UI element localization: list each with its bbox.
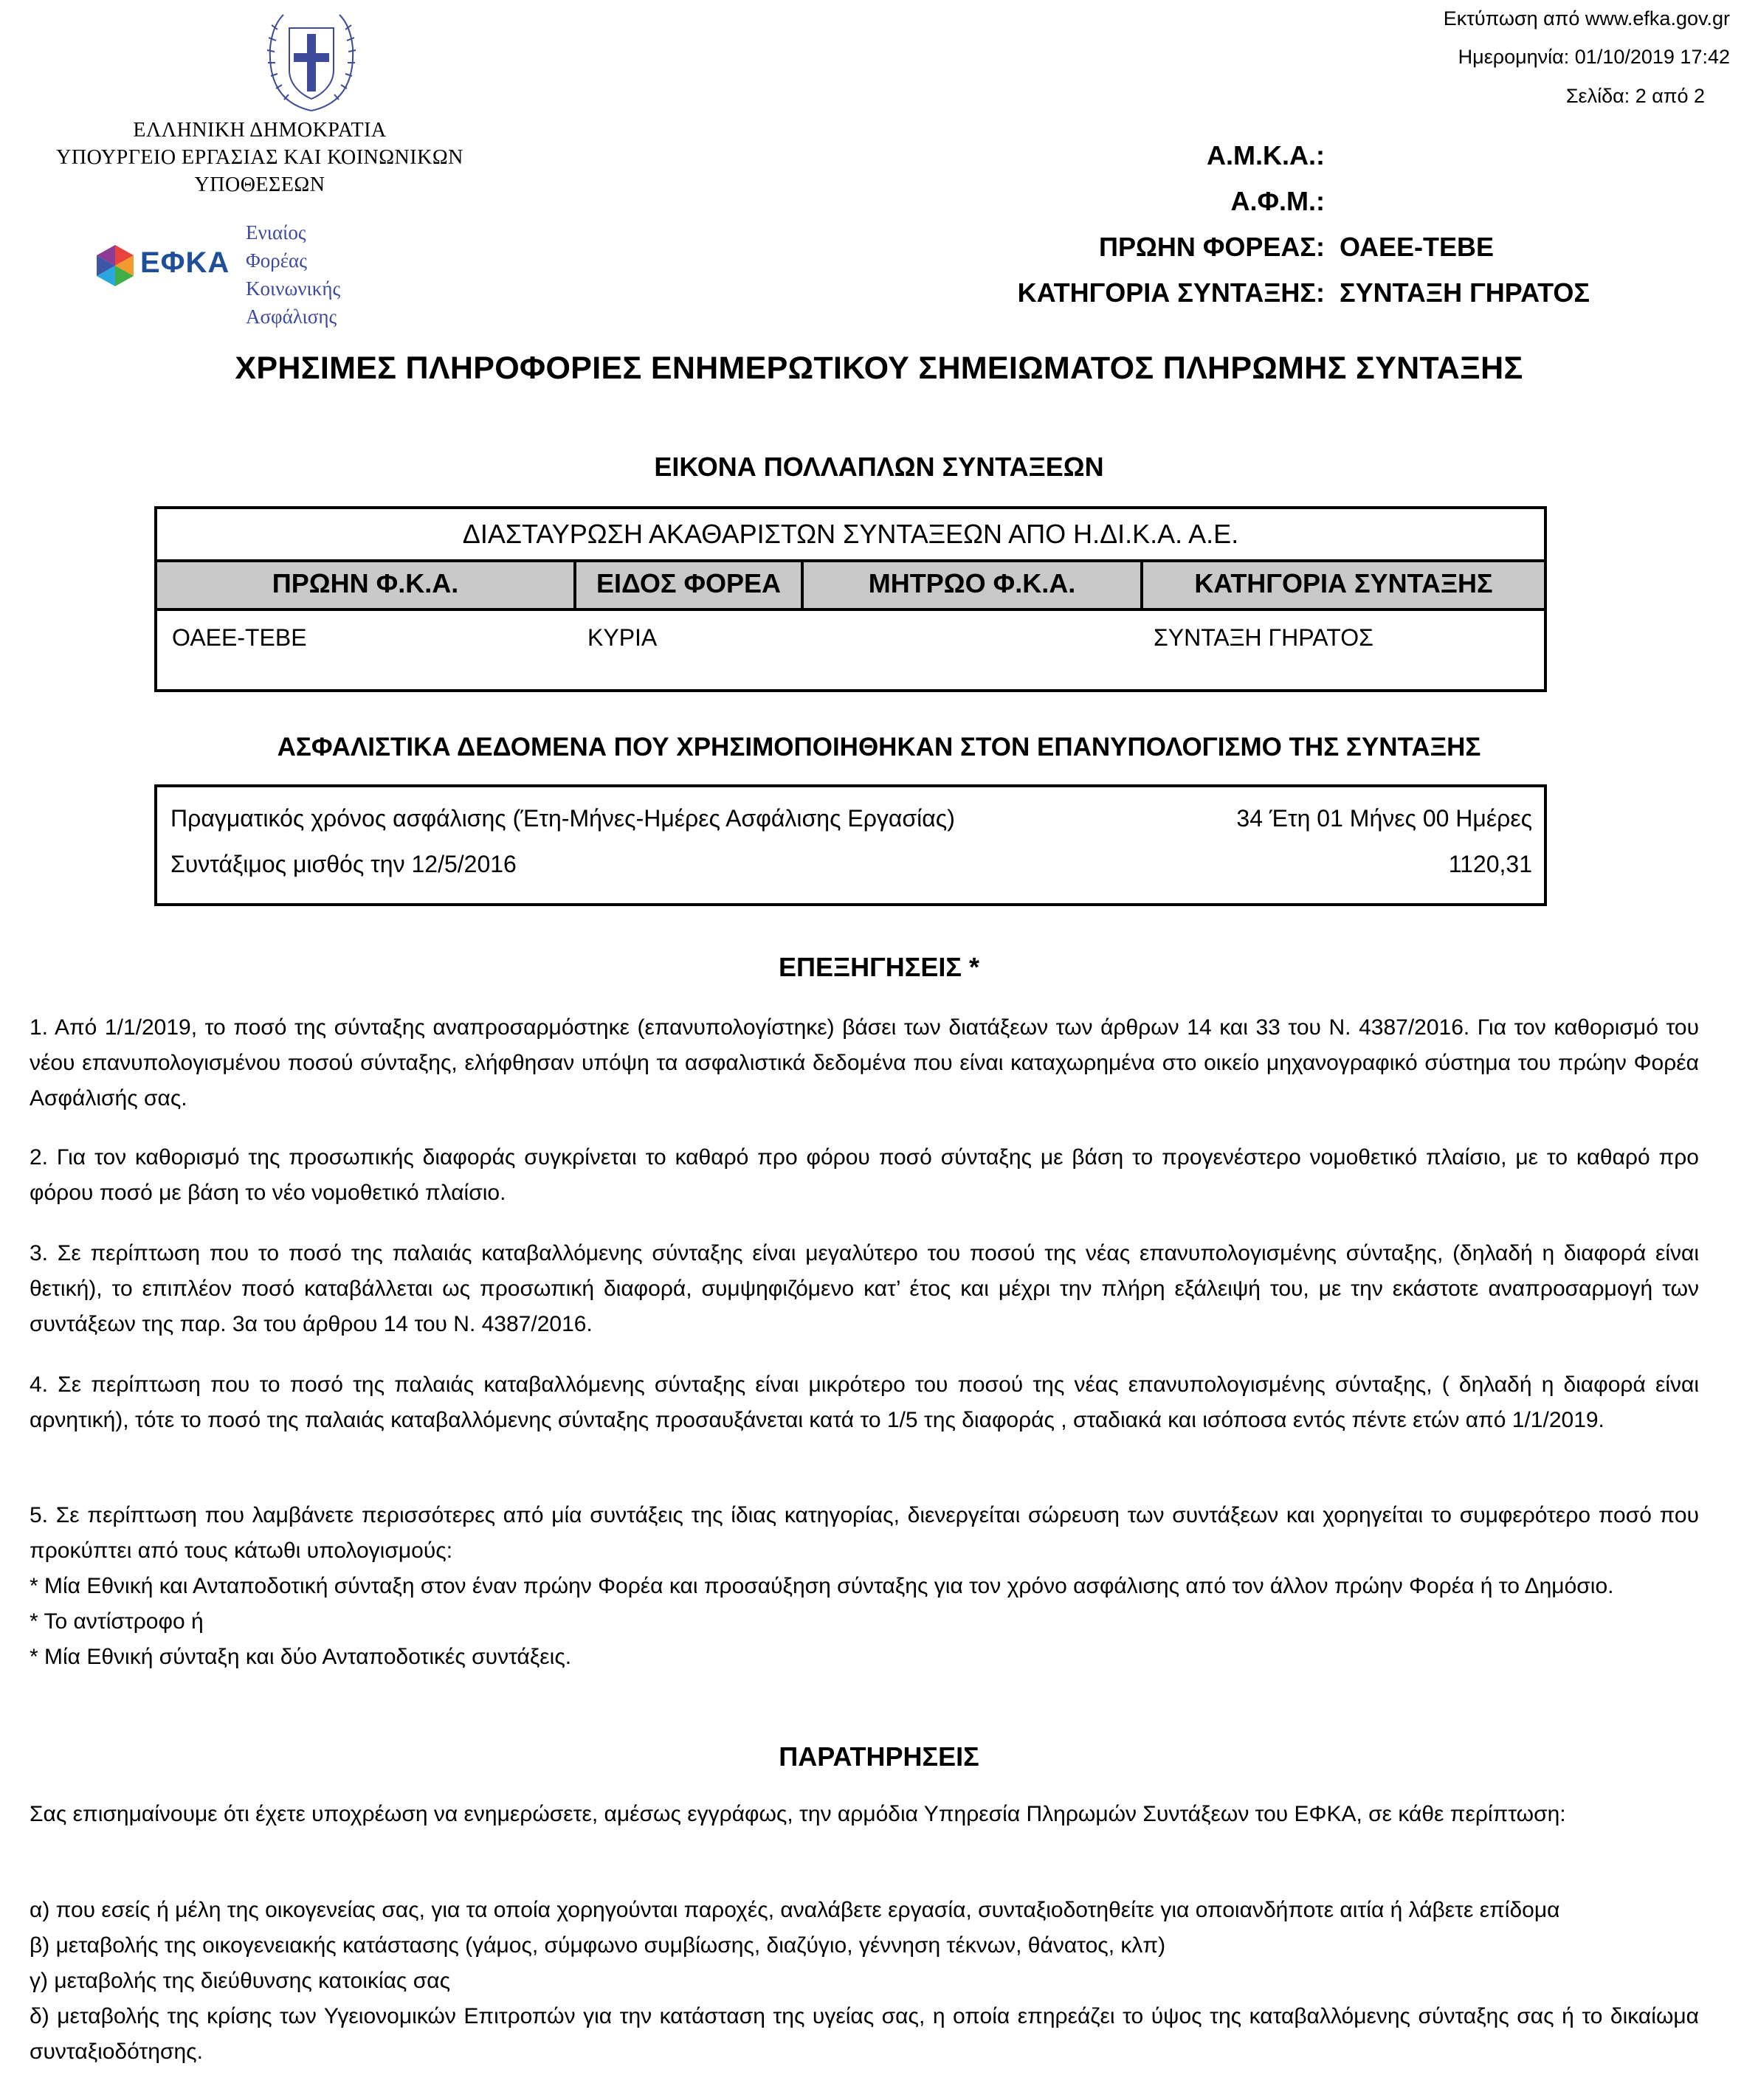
afm-label: Α.Φ.Μ.: bbox=[1230, 186, 1325, 216]
remarks-title: ΠΑΡΑΤΗΡΗΣΕΙΣ bbox=[779, 1741, 979, 1772]
remark-item: β) μεταβολής της οικογενειακής κατάστασης (γάμος, σύμφωνο συμβίωσης, διαζύγιο, γέννηση τέκνων, θάνατος, κλπ) bbox=[30, 1933, 1166, 1958]
efka-logo-text: ΕΦΚΑ bbox=[140, 246, 230, 279]
efka-logo bbox=[93, 243, 230, 288]
multiple-pensions-title: ΕΙΚΟΝΑ ΠΟΛΛΑΠΛΩΝ ΣΥΝΤΑΞΕΩΝ bbox=[654, 452, 1104, 482]
remark-item: α) που εσείς ή μέλη της οικογενείας σας, για τα οποία χορηγούνται παροχές, αναλάβετε εργασία, συνταξιοδοτηθείτε για οποιανδήποτε αιτία ή λάβετε επίδομα bbox=[30, 1898, 1560, 1922]
page-title: ΧΡΗΣΙΜΕΣ ΠΛΗΡΟΦΟΡΙΕΣ ΕΝΗΜΕΡΩΤΙΚΟΥ ΣΗΜΕΙΩΜΑΤΟΣ ΠΛΗΡΩΜΗΣ ΣΥΝΤΑΞΗΣ bbox=[235, 350, 1523, 386]
efka-subtitle-line: Κοινωνικής bbox=[246, 277, 341, 300]
bullet-text: * Το αντίστροφο ή bbox=[30, 1609, 204, 1634]
page-number: Σελίδα: 2 από 2 bbox=[1565, 85, 1705, 107]
explanation-paragraph bbox=[30, 1236, 1699, 1342]
column-header: ΠΡΩΗΝ Φ.Κ.Α. bbox=[157, 562, 576, 608]
ministry-heading bbox=[53, 117, 466, 198]
paragraph-text: 5. Σε περίπτωση που λαμβάνετε περισσότερες από μία συντάξεις της ίδιας κατηγορίας, διενεργείται σώρευση των συντάξεων και χορηγείται το συμφερότερο ποσό που προκύπτει από τους κάτωθι υπολογισμούς: bbox=[30, 1503, 1699, 1563]
pensions-table-caption: ΔΙΑΣΤΑΥΡΩΣΗ ΑΚΑΘΑΡΙΣΤΩΝ ΣΥΝΤΑΞΕΩΝ ΑΠΟ Η.ΔΙ.Κ.Α. Α.Ε. bbox=[157, 509, 1544, 562]
pensions-table bbox=[154, 506, 1547, 692]
table-cell: ΟΑΕΕ-ΤΕΒΕ bbox=[172, 624, 307, 651]
print-source: Εκτύπωση από www.efka.gov.gr bbox=[1443, 7, 1730, 30]
bullet-text: * Μία Εθνική σύνταξη και δύο Ανταποδοτικές συντάξεις. bbox=[30, 1645, 572, 1669]
column-header: ΕΙΔΟΣ ΦΟΡΕΑ bbox=[576, 562, 804, 608]
former-fund-value: ΟΑΕΕ-ΤΕΒΕ bbox=[1340, 232, 1495, 262]
remark-item: γ) μεταβολής της διεύθυνσης κατοικίας σας bbox=[30, 1969, 451, 1993]
column-header: ΚΑΤΗΓΟΡΙΑ ΣΥΝΤΑΞΗΣ bbox=[1143, 562, 1544, 608]
paragraph-text: Σας επισημαίνουμε ότι έχετε υποχρέωση να ενημερώσετε, αμέσως εγγράφως, την αρμόδια Υπηρεσία Πληρωμών Συντάξεων του ΕΦΚΑ, σε κάθε περίπτωση: bbox=[30, 1802, 1566, 1826]
insurance-data-title: ΑΣΦΑΛΙΣΤΙΚΑ ΔΕΔΟΜΕΝΑ ΠΟΥ ΧΡΗΣΙΜΟΠΟΙΗΘΗΚΑΝ ΣΤΟΝ ΕΠΑΝΥΠΟΛΟΓΙΣΜΟ ΤΗΣ ΣΥΝΤΑΞΗΣ bbox=[277, 733, 1481, 761]
efka-subtitle bbox=[246, 218, 340, 331]
explanation-paragraph bbox=[30, 1010, 1699, 1116]
amka-label: Α.Μ.Κ.Α.: bbox=[1207, 140, 1325, 170]
pensionable-salary-value: 1120,31 bbox=[1448, 851, 1532, 877]
former-fund-label: ΠΡΩΗΝ ΦΟΡΕΑΣ: bbox=[1098, 232, 1325, 262]
remarks-intro bbox=[30, 1797, 1699, 1832]
greek-emblem-icon bbox=[263, 7, 360, 114]
insurance-data-box bbox=[154, 784, 1547, 906]
pensionable-salary-label: Συντάξιμος μισθός την 12/5/2016 bbox=[170, 851, 517, 877]
ministry-line: ΥΠΟΘΕΣΕΩΝ bbox=[194, 173, 325, 196]
table-cell: ΚΥΡΙΑ bbox=[587, 624, 658, 651]
explanation-paragraph bbox=[30, 1367, 1699, 1438]
pension-category-value: ΣΥΝΤΑΞΗ ΓΗΡΑΤΟΣ bbox=[1340, 277, 1590, 308]
table-row bbox=[157, 611, 1544, 685]
insurance-time-label: Πραγματικός χρόνος ασφάλισης (Έτη-Μήνες-Ημέρες Ασφάλισης Εργασίας) bbox=[170, 805, 955, 832]
efka-subtitle-line: Ενιαίος bbox=[246, 221, 306, 243]
table-cell: ΣΥΝΤΑΞΗ ΓΗΡΑΤΟΣ bbox=[1154, 624, 1373, 651]
bullet-text: * Μία Εθνική και Ανταποδοτική σύνταξη στον έναν πρώην Φορέα και προσαύξηση σύνταξης για τον χρόνο ασφάλισης από τον άλλον πρώην Φορέα ή το Δημόσιο. bbox=[30, 1574, 1614, 1598]
paragraph-text: 3. Σε περίπτωση που το ποσό της παλαιάς καταβαλλόμενης σύνταξης είναι μεγαλύτερο του ποσού της νέας επανυπολογισμένης σύνταξης, (δηλαδή η διαφορά είναι θετική), το επιπλέον ποσό καταβάλλεται ως προσωπική διαφορά, συμψηφιζόμενο κατ’ έτος και μέχρι την πλήρη εξάλειψή του, με την εκάστοτε αναπροσαρμογή των συντάξεων της παρ. 3α του άρθρου 14 του Ν. 4387/2016. bbox=[30, 1241, 1699, 1336]
efka-hexagon-icon bbox=[93, 243, 137, 288]
paragraph-text: 2. Για τον καθορισμό της προσωπικής διαφοράς συγκρίνεται το καθαρό προ φόρου ποσό σύνταξης με βάση το προγενέστερο νομοθετικό πλαίσιο, με το καθαρό προ φόρου ποσό με βάση το νέο νομοθετικό πλαίσιο. bbox=[30, 1145, 1699, 1205]
explanation-paragraph bbox=[30, 1498, 1699, 1675]
insurance-time-value: 34 Έτη 01 Μήνες 00 Ημέρες bbox=[1236, 805, 1532, 832]
pensions-table-header bbox=[157, 562, 1544, 611]
print-date: Ημερομηνία: 01/10/2019 17:42 bbox=[1458, 46, 1730, 68]
paragraph-text: 4. Σε περίπτωση που το ποσό της παλαιάς καταβαλλόμενης σύνταξης είναι μικρότερο του ποσού της νέας επανυπολογισμένης σύνταξης, ( δηλαδή η διαφορά είναι αρνητική), τότε το ποσό της παλαιάς καταβαλλόμενης σύνταξης προσαυξάνεται κατά το 1/5 της διαφοράς , σταδιακά και ισόποσα εντός πέντε ετών από 1/1/2019. bbox=[30, 1372, 1699, 1432]
efka-subtitle-line: Ασφάλισης bbox=[246, 305, 337, 328]
efka-subtitle-line: Φορέας bbox=[246, 249, 307, 272]
remark-item: δ) μεταβολής της κρίσης των Υγειονομικών Επιτροπών για την κατάσταση της υγείας σας, η οποία επηρεάζει το ύψος της καταβαλλόμενης σύνταξης σας ή το δικαίωμα συνταξιοδότησης. bbox=[30, 2004, 1699, 2064]
column-header: ΜΗΤΡΩΟ Φ.Κ.Α. bbox=[804, 562, 1143, 608]
explanations-title: ΕΠΕΞΗΓΗΣΕΙΣ * bbox=[778, 952, 980, 982]
ministry-line: ΥΠΟΥΡΓΕΙΟ ΕΡΓΑΣΙΑΣ ΚΑΙ ΚΟΙΝΩΝΙΚΩΝ bbox=[56, 146, 463, 169]
remarks-list bbox=[30, 1893, 1699, 2070]
paragraph-text: 1. Από 1/1/2019, το ποσό της σύνταξης αναπροσαρμόστηκε (επανυπολογίστηκε) βάσει των διατάξεων των άρθρων 14 και 33 του Ν. 4387/2016. Για τον καθορισμό του νέου επανυπολογισμένου ποσού σύνταξης, ελήφθησαν υπόψη τα ασφαλιστικά δεδομένα που είναι καταχωρημένα στο οικείο μηχανογραφικό σύστημα του πρώην Φορέα Ασφάλισής σας. bbox=[30, 1015, 1699, 1111]
pension-category-label: ΚΑΤΗΓΟΡΙΑ ΣΥΝΤΑΞΗΣ: bbox=[1017, 277, 1325, 308]
ministry-line: ΕΛΛΗΝΙΚΗ ΔΗΜΟΚΡΑΤΙΑ bbox=[133, 119, 387, 142]
explanation-paragraph bbox=[30, 1140, 1699, 1211]
